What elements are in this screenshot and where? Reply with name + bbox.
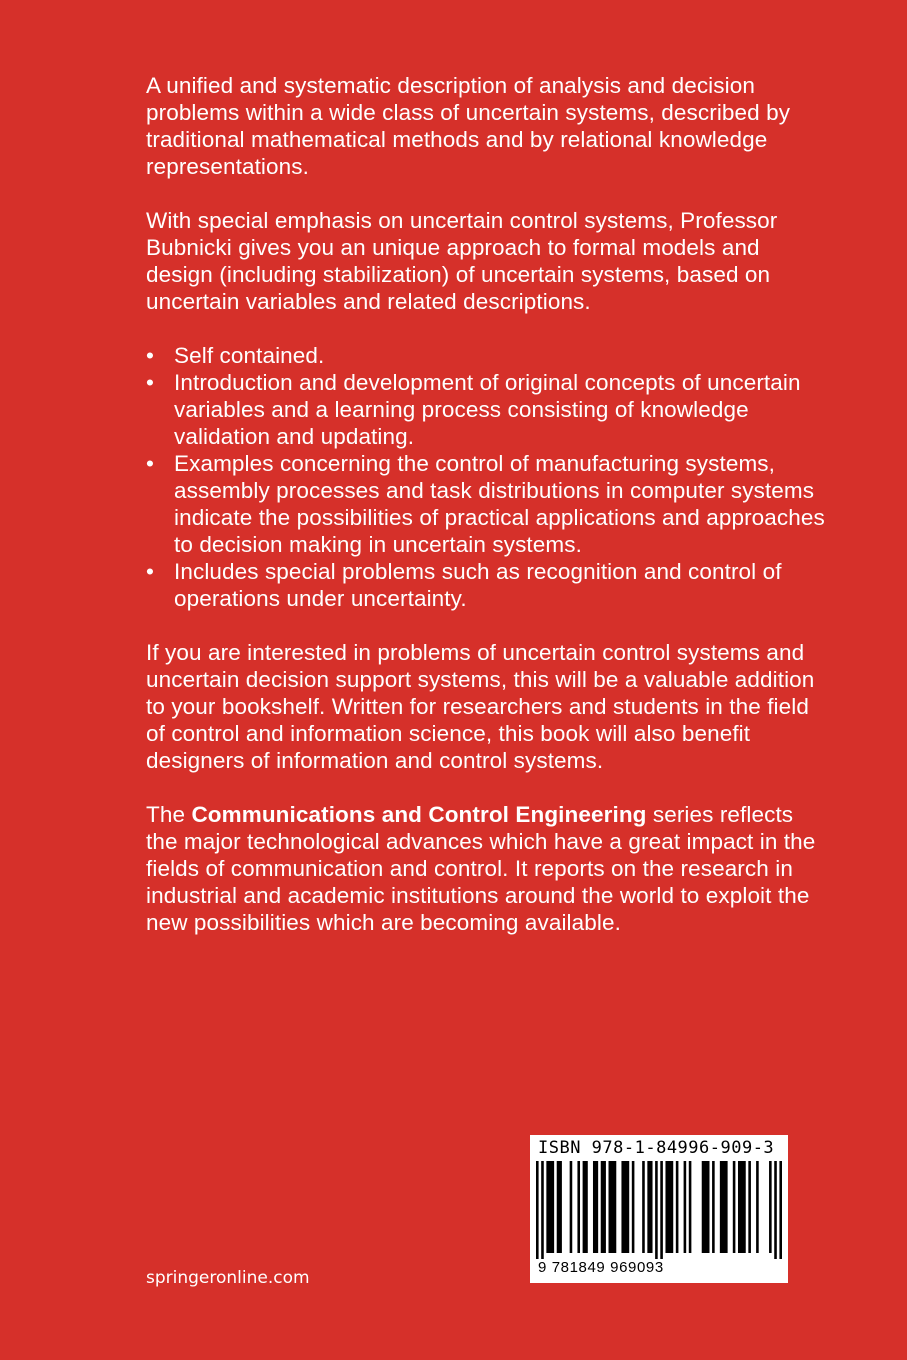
feature-list — [146, 342, 826, 612]
isbn-barcode — [530, 1135, 788, 1283]
barcode-bar — [536, 1161, 539, 1259]
feature-list-item — [146, 450, 826, 558]
feature-text: Self contained. — [174, 343, 325, 368]
barcode-bar — [756, 1161, 759, 1253]
feature-text: Includes special problems such as recognition and control of operations under uncertainty. — [174, 559, 782, 611]
audience-paragraph: If you are interested in problems of uncertain control systems and uncertain decision support systems, this will be a valuable addition to your bookshelf. Written for researchers and students in the field of control and information science, this book will also benefit designers of information and control systems. — [146, 640, 815, 773]
emphasis-paragraph: With special emphasis on uncertain control systems, Professor Bubnicki gives you an unique approach to formal models and design (including stabilization) of uncertain systems, based on uncertain variables and related descriptions. — [146, 208, 778, 314]
isbn-label: ISBN 978-1-84996-909-3 — [538, 1138, 775, 1158]
bullet-icon: • — [146, 343, 154, 368]
barcode-bar — [774, 1161, 777, 1259]
barcode-bar — [738, 1161, 746, 1253]
barcode-bar — [647, 1161, 652, 1253]
feature-text: Introduction and development of original concepts of uncertain variables and a learning process consisting of knowledge validation and updating. — [174, 370, 801, 449]
barcode-bar — [577, 1161, 580, 1253]
barcode-bar — [769, 1161, 772, 1253]
barcode-bar — [689, 1161, 692, 1253]
bullet-icon: • — [146, 451, 154, 476]
barcode-bar — [570, 1161, 573, 1253]
barcode-bar — [684, 1161, 687, 1253]
barcode-bar — [779, 1161, 782, 1259]
ean-digits: 9 781849 969093 — [538, 1259, 664, 1276]
feature-list-item — [146, 369, 826, 450]
barcode-bar — [632, 1161, 635, 1253]
series-text: series reflects the major technological advances which have a great impact in the fields of communication and control. It reports on the research in industrial and academic institutions around the world to exploit the new possibilities which are becoming available. — [146, 802, 816, 935]
barcode-bar — [621, 1161, 629, 1253]
barcode-bar — [557, 1161, 562, 1253]
barcode-bar — [712, 1161, 715, 1253]
barcode-bar — [733, 1161, 736, 1253]
publisher-url[interactable]: springeronline.com — [146, 1268, 310, 1288]
feature-list-item — [146, 558, 826, 612]
barcode-bar — [609, 1161, 617, 1253]
intro-paragraph: A unified and systematic description of analysis and decision problems within a wide class of uncertain systems, described by traditional mathematical methods and by relational knowledge representations. — [146, 73, 791, 179]
barcode-bar — [541, 1161, 544, 1259]
barcode-bar — [660, 1161, 663, 1259]
series-prefix: The — [146, 802, 192, 827]
feature-list-item — [146, 342, 826, 369]
barcode-bar — [546, 1161, 554, 1253]
barcode-bar — [642, 1161, 645, 1253]
barcode-bar — [655, 1161, 658, 1259]
barcode-bar — [702, 1161, 710, 1253]
barcode-bars — [536, 1161, 782, 1259]
series-paragraph — [146, 801, 826, 936]
feature-text: Examples concerning the control of manufacturing systems, assembly processes and task distributions in computer systems indicate the possibilities of practical applications and approaches to decision making in uncertain systems. — [174, 451, 825, 557]
bullet-icon: • — [146, 370, 154, 395]
barcode-bar — [676, 1161, 679, 1253]
bullet-icon: • — [146, 559, 154, 584]
series-name: Communications and Control Engineering — [191, 802, 647, 827]
barcode-bar — [593, 1161, 598, 1253]
barcode-bar — [601, 1161, 606, 1253]
cover-description — [146, 72, 826, 963]
barcode-bar — [720, 1161, 728, 1253]
barcode-bar — [748, 1161, 751, 1253]
barcode-bar — [665, 1161, 673, 1253]
barcode-bar — [583, 1161, 588, 1253]
